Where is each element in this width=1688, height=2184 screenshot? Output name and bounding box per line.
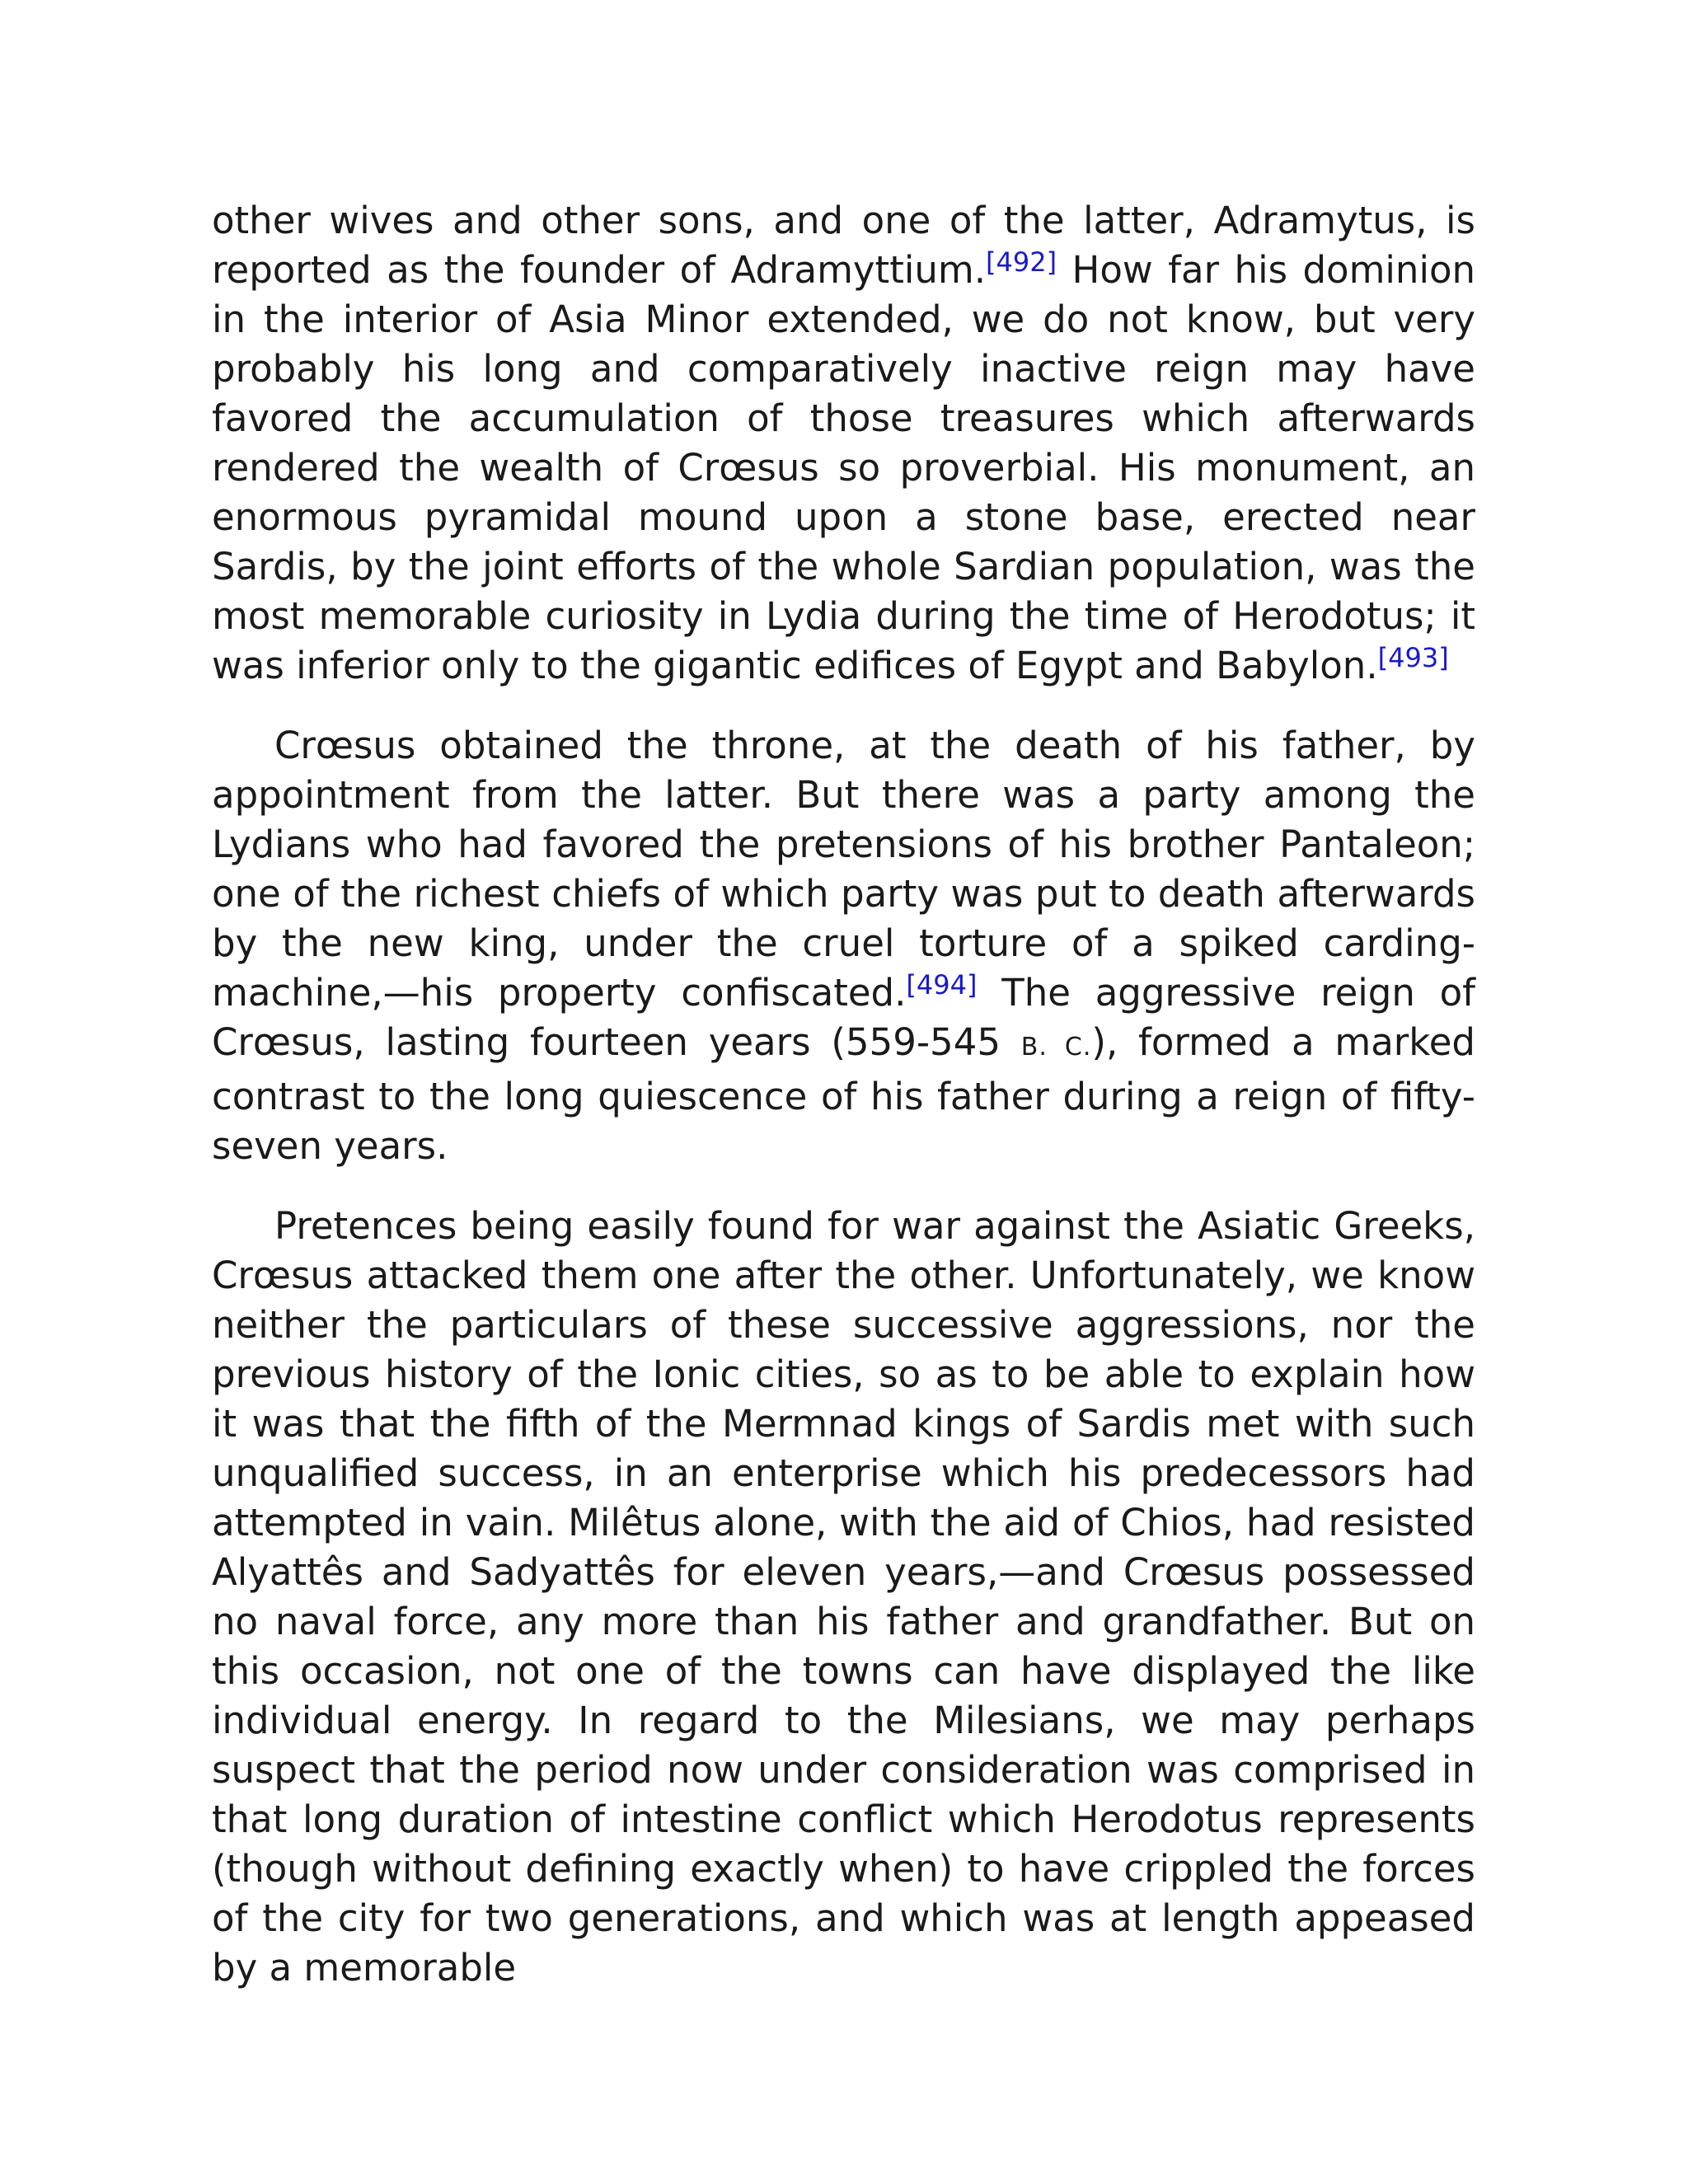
paragraph-text: ), formed a marked contrast to the long quiescence of his father during a reign of fifty-seven years. — [212, 1020, 1476, 1168]
paragraph-2 — [212, 721, 1475, 1171]
footnote-link-493[interactable]: [493] — [1377, 642, 1449, 673]
era-abbreviation: B. C. — [1020, 1033, 1092, 1062]
paragraph-text: Pretences being easily found for war against the Asiatic Greeks, Crœsus attacked them one after the other. Unfortunately, we know neither the particulars of these successive aggressions, nor the previous history of the Ionic cities, so as to be able to explain how it was that the fifth of the Mermnad kings of Sardis met with such unqualified success, in an enterprise which his predecessors had attempted in vain. Milêtus alone, with the aid of Chios, had resisted Alyattês and Sadyattês for eleven years,—and Crœsus possessed no naval force, any more than his father and grandfather. But on this occasion, not one of the towns can have displayed the like individual energy. In regard to the Milesians, we may perhaps suspect that the period now under consideration was comprised in that long duration of intestine conflict which Herodotus represents (though without defining exactly when) to have crippled the forces of the city for two generations, and which was at length appeased by a memorable — [212, 1204, 1475, 1990]
paragraph-1 — [212, 196, 1475, 691]
footnote-link-494[interactable]: [494] — [906, 969, 978, 1001]
paragraph-text: other wives and other sons, and one of the latter, Adramytus, is reported as the founder of Adramyttium. — [212, 199, 1475, 292]
paragraph-3 — [212, 1202, 1475, 1993]
paragraph-text: The aggressive reign of Crœsus, lasting fourteen years (559-545 — [212, 971, 1475, 1064]
page-body — [212, 196, 1475, 2023]
footnote-link-492[interactable]: [492] — [986, 246, 1057, 278]
paragraph-text: How far his dominion in the interior of Asia Minor extended, we do not know, but very probably his long and comparatively inactive reign may have favored the accumulation of those treasures which afterwards rendered the wealth of Crœsus so proverbial. His monument, an enormous pyramidal mound upon a stone base, erected near Sardis, by the joint efforts of the whole Sardian population, was the most memorable curiosity in Lydia during the time of Herodotus; it was inferior only to the gigantic edifices of Egypt and Babylon. — [212, 248, 1475, 687]
paragraph-text: Crœsus obtained the throne, at the death of his father, by appointment from the latter. But there was a party among the Lydians who had favored the pretensions of his brother Pantaleon; one of the richest chiefs of which party was put to death afterwards by the new king, under the cruel torture of a spiked carding-machine,—his property confiscated. — [212, 724, 1475, 1015]
